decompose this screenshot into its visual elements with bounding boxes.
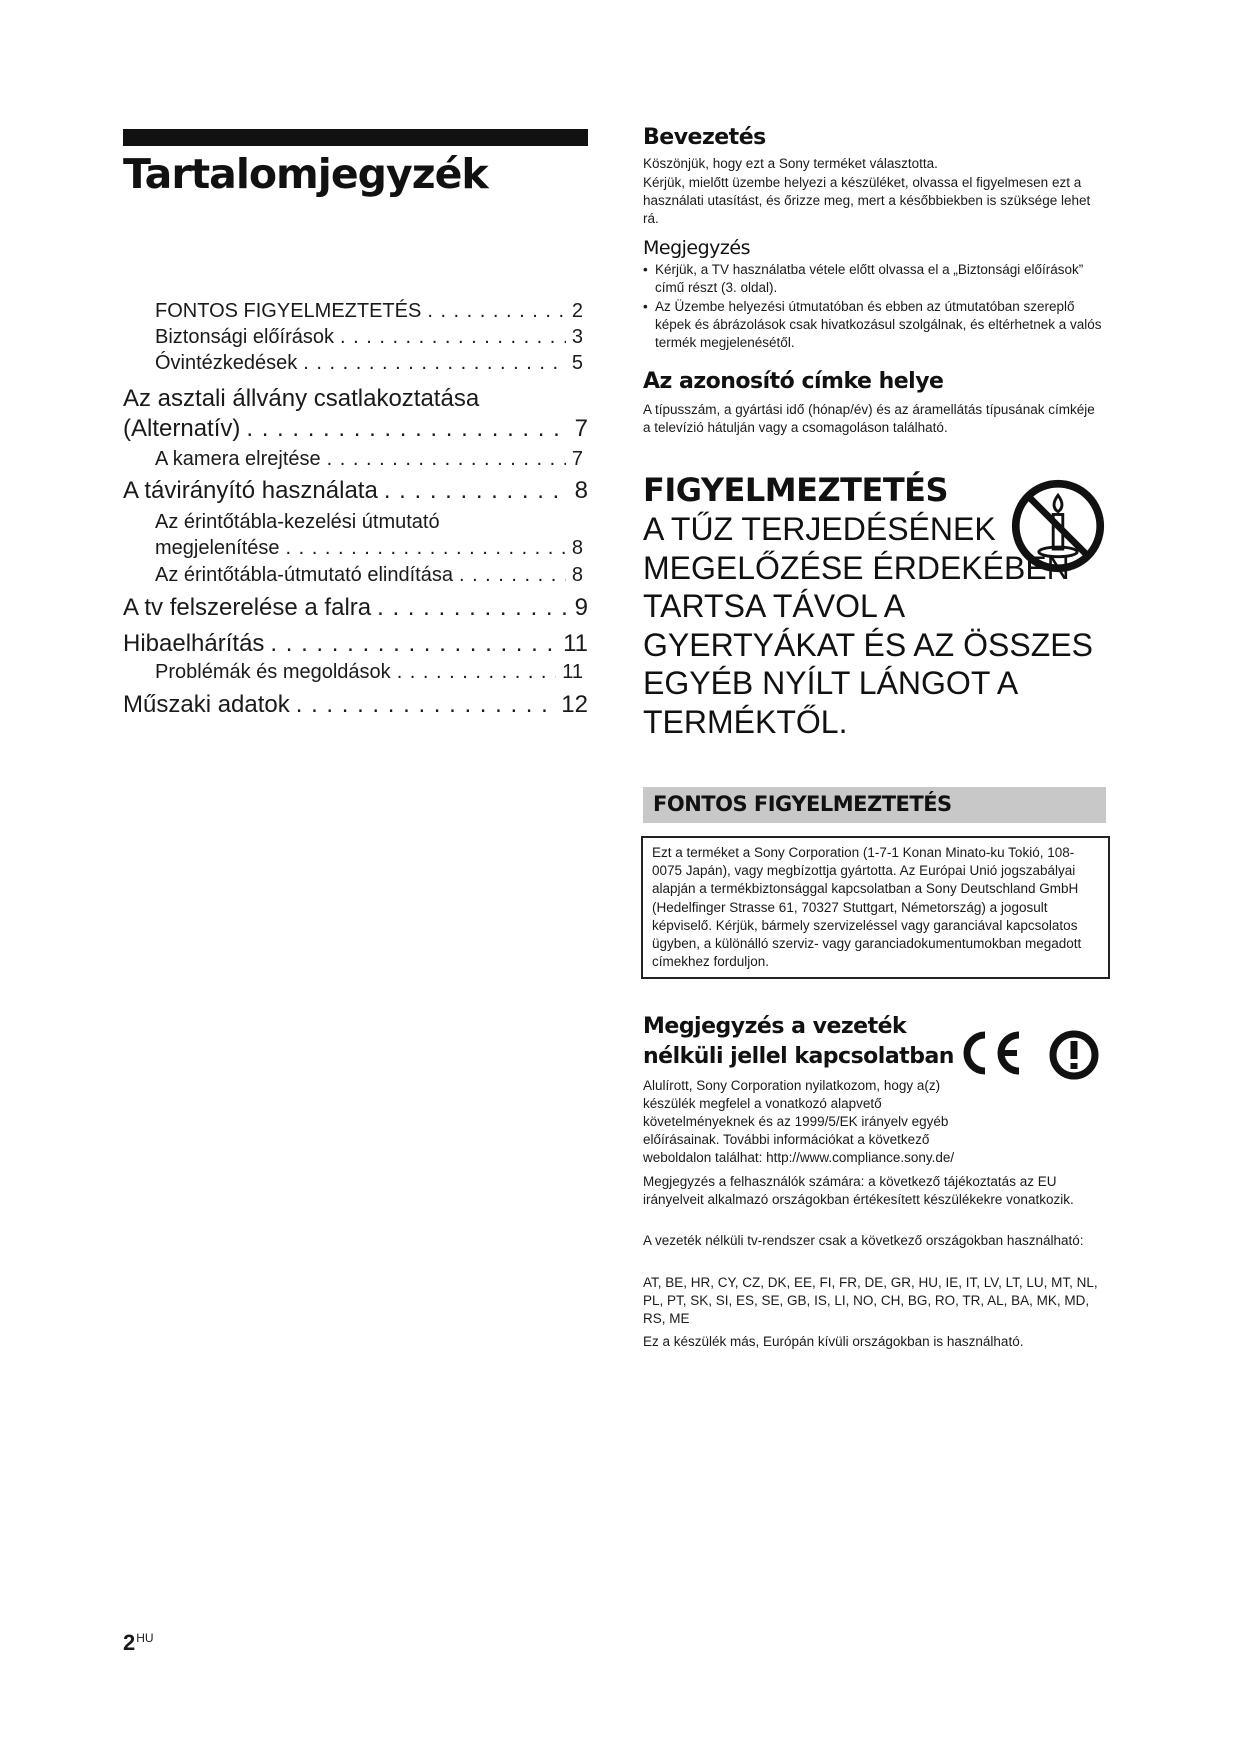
toc-entry-page: 2 <box>571 300 583 322</box>
toc-entry[interactable] <box>123 477 588 505</box>
toc-entry-text: Az érintőtábla-útmutató elindítása <box>155 564 453 586</box>
wireless-paragraph: A vezeték nélküli tv-rendszer csak a következő országokban használható: <box>643 1233 1084 1248</box>
wireless-heading-line: nélküli jellel kapcsolatban <box>643 1044 954 1069</box>
toc-entry-text: A távirányító használata <box>123 477 378 504</box>
wireless-heading <box>643 1012 954 1072</box>
note-item: • Az Üzembe helyezési útmutatóban és ebben az útmutatóban szereplő képek és ábrázolások csak hivatkozásul szolgálnak, és eltérhetnek a valós termék megjelenésétől. <box>643 298 1103 352</box>
toc-entry[interactable] <box>123 630 588 658</box>
toc-entry-text: A tv felszerelése a falra <box>123 594 372 621</box>
toc-entry-page: 5 <box>571 352 583 374</box>
important-banner-label: FONTOS FIGYELMEZTETÉS <box>653 792 952 816</box>
wireless-heading-line: Megjegyzés a vezeték <box>643 1014 907 1039</box>
toc-entry[interactable] <box>155 537 583 560</box>
toc-entry-page: 12 <box>561 691 588 718</box>
page-number <box>123 1630 154 1656</box>
important-banner <box>643 787 1106 823</box>
toc-entry[interactable] <box>155 661 583 684</box>
toc-entry-text-line1[interactable]: Az asztali állvány csatlakoztatása <box>123 385 480 412</box>
leader-dots <box>377 594 569 622</box>
leader-dots <box>384 477 569 505</box>
toc-entry-page: 8 <box>571 537 583 559</box>
toc-entry-text: FONTOS FIGYELMEZTETÉS <box>155 300 422 322</box>
toc-entry-page: 8 <box>574 477 588 504</box>
toc-entry-page: 7 <box>571 448 583 470</box>
toc-entry[interactable] <box>155 448 583 471</box>
toc-entry-page: 11 <box>562 661 583 683</box>
important-notice-box: Ezt a terméket a Sony Corporation (1-7-1 Konan Minato-ku Tokió, 108-0075 Japán), vagy megbízottja gyártotta. Az Európai Unió jogszabályai alapján a termékbiztonsággal kapcsolatban a Sony Deutschland GmbH (Hedelfinger Strasse 61, 70327 Stuttgart, Németország) a jogosult képviselő. Kérjük, bármely szervizeléssel vagy garanciával kapcsolatos ügyben, a különálló szerviz- vagy garanciadokumentumokban megadott címekhez forduljon. <box>641 836 1110 979</box>
toc-entry[interactable] <box>155 326 583 349</box>
leader-dots <box>303 352 566 375</box>
toc-entry-page: 7 <box>574 415 588 442</box>
leader-dots <box>459 564 566 587</box>
toc-entry-page: 9 <box>574 594 588 621</box>
leader-dots <box>246 415 568 443</box>
toc-entry-page: 11 <box>563 630 588 657</box>
leader-dots <box>296 691 556 719</box>
no-candles-icon <box>1010 478 1106 574</box>
toc-entry[interactable] <box>123 415 588 443</box>
alert-mark-icon <box>1048 1029 1100 1081</box>
toc-entry-text: Biztonsági előírások <box>155 326 334 348</box>
leader-dots <box>397 661 557 684</box>
wireless-paragraph: Ez a készülék más, Európán kívüli országokban is használható. <box>643 1334 1024 1349</box>
toc-entry-text: megjelenítése <box>155 537 280 559</box>
toc-entry-page: 3 <box>571 326 583 348</box>
wireless-paragraph: Alulírott, Sony Corporation nyilatkozom, hogy a(z) készülék megfelel a vonatkozó alapvető követelményeknek és az 1999/5/EK irányelv egyéb előírásainak. További információkat a következő weboldalon találhat: http://www.compliance.sony.de/ <box>643 1078 955 1165</box>
toc-entry-text: Hibaelhárítás <box>123 630 265 657</box>
toc-entry-text: A kamera elrejtése <box>155 448 321 470</box>
note-list <box>643 261 1103 352</box>
leader-dots <box>270 630 557 658</box>
leader-dots <box>286 537 566 560</box>
warning-title: FIGYELMEZTETÉS <box>643 471 949 509</box>
note-heading: Megjegyzés <box>643 237 750 259</box>
toc-entry[interactable] <box>123 594 588 622</box>
toc-entry-text: Műszaki adatok <box>123 691 290 718</box>
toc-entry-text: Problémák és megoldások <box>155 661 391 683</box>
intro-heading: Bevezetés <box>643 125 766 150</box>
toc-entry-text: (Alternatív) <box>123 415 241 442</box>
country-list: AT, BE, HR, CY, CZ, DK, EE, FI, FR, DE, GR, HU, IE, IT, LV, LT, LU, MT, NL, PL, PT, SK, SI, ES, SE, GB, IS, LI, NO, CH, BG, RO, TR, AL, BA, MK, MD, RS, ME <box>643 1275 1098 1326</box>
wireless-paragraph: Megjegyzés a felhasználók számára: a következő tájékoztatás az EU irányelveit alkalmazó országokban értékesített készülékekre vonatkozik. <box>643 1174 1074 1207</box>
intro-paragraph: Kérjük, mielőtt üzembe helyezi a készüléket, olvassa el figyelmesen ezt a használati utasítást, és őrizze meg, mert a későbbiekben is szüksége lehet rá. <box>643 175 1091 226</box>
leader-dots <box>427 300 566 323</box>
ce-mark-icon <box>955 1029 1025 1077</box>
note-item: • Kérjük, a TV használatba vétele előtt olvassa el a „Biztonsági előírások” című részt (3. oldal). <box>643 261 1103 297</box>
page-lang-code: HU <box>136 1631 154 1645</box>
toc-title: Tartalomjegyzék <box>123 150 488 198</box>
label-paragraph: A típusszám, a gyártási idő (hónap/év) és az áramellátás típusának címkéje a televízió hátulján vagy a csomagoláson található. <box>643 402 1095 435</box>
leader-dots <box>327 448 566 471</box>
toc-entry[interactable] <box>155 300 583 323</box>
toc-entry-page: 8 <box>571 564 583 586</box>
warning-body: A TŰZ TERJEDÉSÉNEK MEGELŐZÉSE ÉRDEKÉBEN TARTSA TÁVOL A GYERTYÁKAT ÉS AZ ÖSSZES EGYÉB NYÍLT LÁNGOT A TERMÉKTŐL. <box>643 511 1093 740</box>
toc-entry[interactable] <box>155 352 583 375</box>
page-number-value: 2 <box>123 1630 136 1655</box>
title-rule <box>123 129 588 146</box>
toc-entry-text: Óvintézkedések <box>155 352 298 374</box>
toc-entry[interactable] <box>123 691 588 719</box>
intro-paragraph: Köszönjük, hogy ezt a Sony terméket választotta. <box>643 156 938 171</box>
toc-entry[interactable] <box>155 564 583 587</box>
toc-entry-text-line1[interactable]: Az érintőtábla-kezelési útmutató <box>155 511 440 533</box>
label-heading: Az azonosító címke helye <box>643 369 944 394</box>
leader-dots <box>340 326 566 349</box>
